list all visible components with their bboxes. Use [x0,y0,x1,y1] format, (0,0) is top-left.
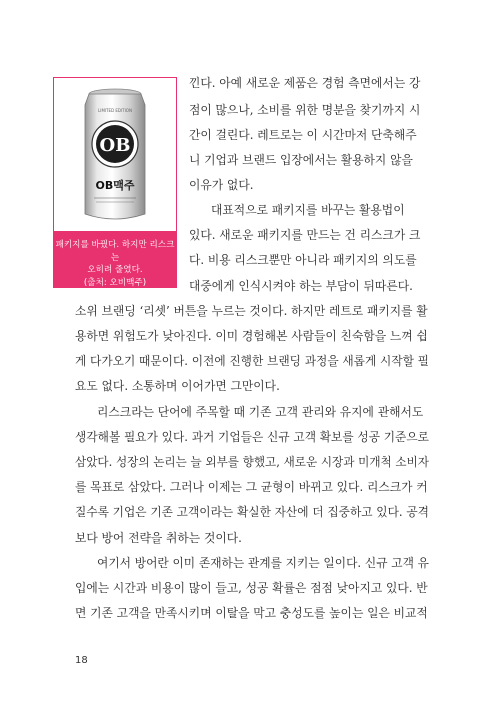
body-line: 소위 브랜딩 ‘리셋’ 버튼을 누르는 것이다. 하지만 레트로 패키지를 활 [75,304,428,318]
body-line: 니 기업과 브랜드 입장에서는 활용하지 않을 [189,153,413,167]
body-line: 낀다. 아예 새로운 제품은 경험 측면에서는 강 [189,76,421,90]
caption-line: 오히려 줄였다. [87,265,143,275]
body-line: 이유가 없다. [189,178,254,192]
body-line: 있다. 새로운 패키지를 만드는 건 리스크가 크 [189,228,421,242]
can-edition-text: LIMITED EDITION [98,108,132,113]
caption-line: (출처: 오비맥주) [83,277,147,288]
body-line: 를 목표로 삼았다. 그러나 이제는 그 균형이 바뀌고 있다. 리스크가 커 [75,480,428,494]
body-line: 면 기존 고객을 만족시키며 이탈을 막고 충성도를 높이는 일은 비교적 [75,606,428,620]
body-line: 게 다가오기 때문이다. 이전에 진행한 브랜딩 과정을 새롭게 시작할 필 [75,354,429,368]
body-line: 입에는 시간과 비용이 많이 들고, 성공 확률은 점점 낮아지고 있다. 반 [75,581,428,595]
body-line: 점이 많으나, 소비를 위한 명분을 찾기까지 시 [189,103,421,117]
figure-box [53,77,177,288]
caption-line: 패키지를 바꿨다. 하지만 리스크는 [55,240,175,263]
body-line: 대중에게 인식시켜야 하는 부담이 뒤따른다. [189,279,413,293]
body-line: 용하면 위험도가 낮아진다. 이미 경험해본 사람들이 친숙함을 느껴 쉽 [75,329,428,343]
can-logo-text: OB [99,135,131,156]
body-line: 다. 비용 리스크뿐만 아니라 패키지의 의도를 [189,253,417,267]
body-line: 여기서 방어란 이미 존재하는 관계를 지키는 일이다. 신규 고객 유 [97,556,429,570]
body-line: 생각해볼 필요가 있다. 과거 기업들은 신규 고객 확보를 성공 기준으로 [75,430,429,444]
body-line: 대표적으로 패키지를 바꾸는 활용법이 [211,203,405,217]
body-line: 질수록 기업은 기존 고객이라는 확실한 자산에 더 집중하고 있다. 공격 [75,505,429,519]
figure-caption [54,231,176,287]
page-number: 18 [75,655,88,666]
body-line: 리스크라는 단어에 주목할 때 기존 고객 관리와 유지에 관해서도 [97,405,424,419]
body-line: 요도 없다. 소통하며 이어가면 그만이다. [75,379,280,393]
can-brand-text: OB맥주 [95,179,135,192]
beer-can-photo [54,78,175,230]
body-line: 간이 걸린다. 레트로는 이 시간마저 단축해주 [189,128,417,142]
body-line: 삼았다. 성장의 논리는 늘 외부를 향했고, 새로운 시장과 미개척 소비자 [75,455,429,469]
body-line: 보다 방어 전략을 취하는 것이다. [75,531,242,545]
